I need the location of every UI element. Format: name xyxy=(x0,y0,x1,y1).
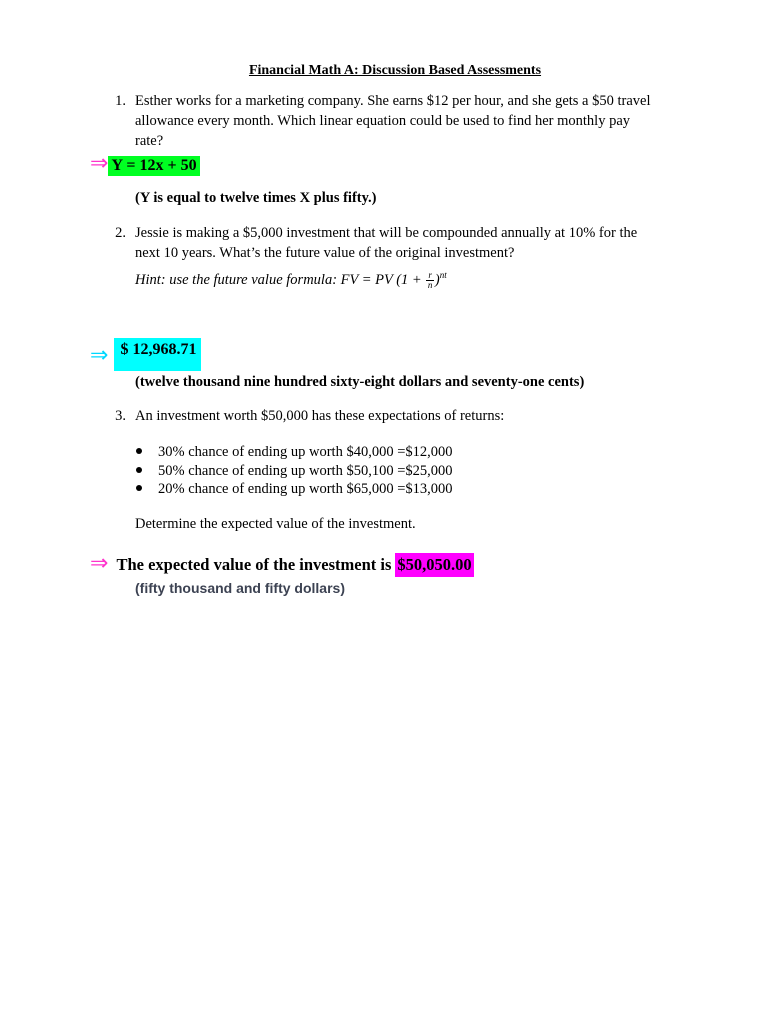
question-text-line: An investment worth $50,000 has these expectations of returns: xyxy=(135,408,505,424)
question-1 xyxy=(110,91,670,151)
bullet-icon xyxy=(136,485,142,491)
question-2 xyxy=(110,223,670,290)
list-item-text: 30% chance of ending up worth $40,000 =$12,000 xyxy=(158,444,453,460)
question-text-line: next 10 years. What’s the future value of the original investment? xyxy=(135,245,515,261)
arrow-icon: ⇒ xyxy=(90,551,109,576)
list-item xyxy=(134,442,634,461)
answer-3-words: (fifty thousand and fifty dollars) xyxy=(135,580,345,596)
fraction-denominator: n xyxy=(427,280,433,290)
answer-2 xyxy=(90,337,201,371)
answer-2-words: (twelve thousand nine hundred sixty-eight dollars and seventy-one cents) xyxy=(135,374,585,390)
fraction-numerator: r xyxy=(428,270,432,280)
list-item xyxy=(134,479,634,498)
bullet-icon xyxy=(136,448,142,454)
question-number: 1. xyxy=(115,93,126,109)
highlighted-answer: $ 12,968.71 xyxy=(114,338,201,371)
question-text-line: Jessie is making a $5,000 investment that will be compounded annually at 10% for the xyxy=(135,225,638,241)
page-title: Financial Math A: Discussion Based Assessments xyxy=(248,63,542,78)
question-text-line: rate? xyxy=(135,133,164,149)
bullet-icon xyxy=(136,467,142,473)
answer-3 xyxy=(90,553,474,577)
question-text-line: allowance every month. Which linear equation could be used to find her monthly pay xyxy=(135,113,631,129)
answer-1-words: (Y is equal to twelve times X plus fifty.) xyxy=(135,190,377,206)
question-number: 2. xyxy=(115,225,126,241)
answer-3-prefix: The expected value of the investment is xyxy=(116,555,392,574)
list-item xyxy=(134,461,634,480)
list-item-text: 20% chance of ending up worth $65,000 =$13,000 xyxy=(158,481,453,497)
hint xyxy=(135,265,670,290)
hint-close-paren: ) xyxy=(434,271,440,288)
list-item-text: 50% chance of ending up worth $50,100 =$25,000 xyxy=(158,462,453,479)
highlighted-answer: $50,050.00 xyxy=(395,553,473,577)
answer-1 xyxy=(90,153,200,176)
returns-list xyxy=(134,442,634,498)
highlighted-answer: Y = 12x + 50 xyxy=(108,156,199,176)
hint-exponent: nt xyxy=(439,270,447,280)
question-3 xyxy=(110,406,670,426)
hint-text: Hint: use the future value formula: FV = PV (1 + xyxy=(135,271,422,288)
arrow-icon: ⇒ xyxy=(90,343,109,368)
question-3-prompt: Determine the expected value of the investment. xyxy=(135,516,416,532)
question-text-line: Esther works for a marketing company. She earns $12 per hour, and she gets a $50 travel xyxy=(135,93,651,109)
question-number: 3. xyxy=(115,408,126,424)
fraction-r-over-n xyxy=(426,271,434,290)
arrow-icon: ⇒ xyxy=(90,151,109,176)
